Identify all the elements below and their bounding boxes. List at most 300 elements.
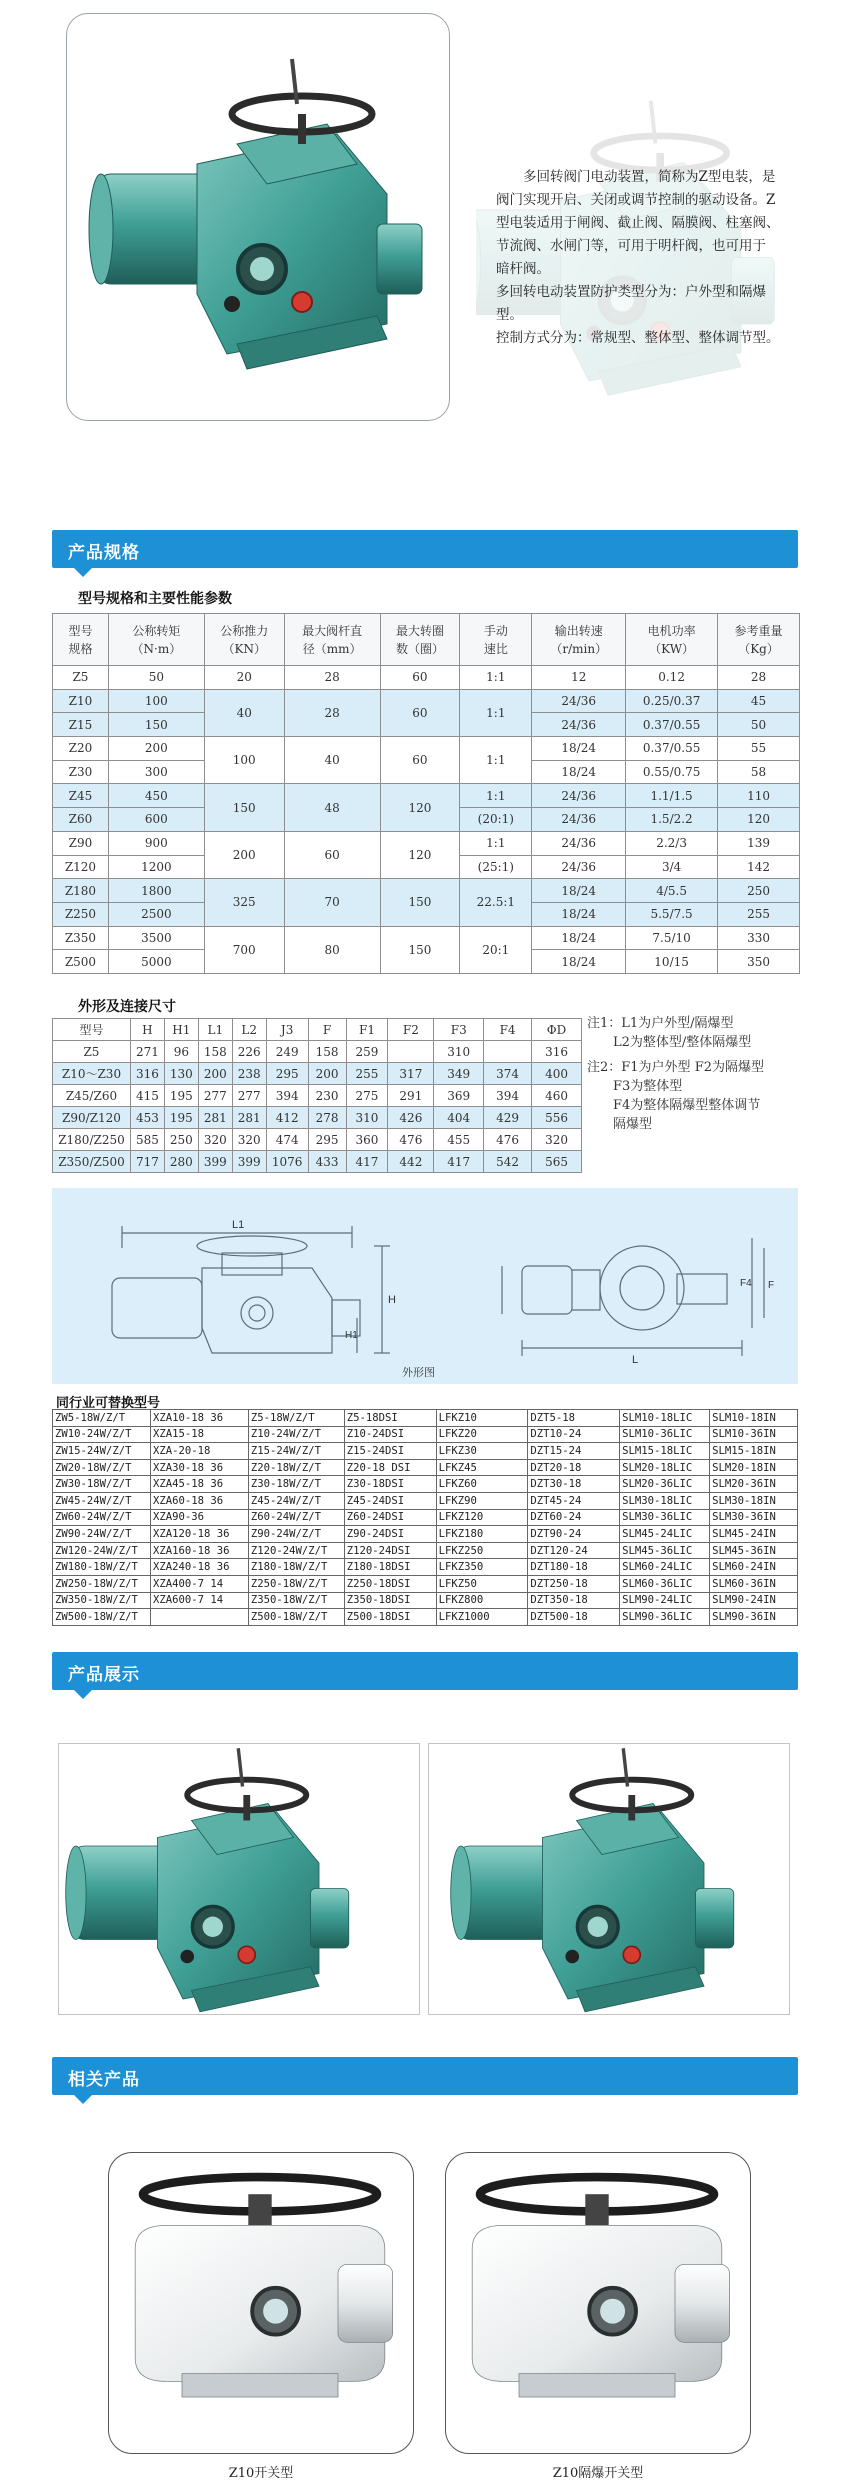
replace-cell: XZA-20-18 — [150, 1443, 248, 1460]
spec-cell: 450 — [108, 784, 204, 808]
dims-cell: 476 — [388, 1129, 434, 1151]
dims-cell: 278 — [308, 1107, 346, 1129]
dims-cell: 271 — [130, 1041, 164, 1063]
dims-cell: Z350/Z500 — [53, 1151, 131, 1173]
replace-cell: XZA90-36 — [150, 1509, 248, 1526]
dims-cell: 415 — [130, 1085, 164, 1107]
replace-cell: DZT500-18 — [528, 1609, 620, 1626]
related-caption-right: Z10隔爆开关型 — [552, 2466, 644, 2481]
replace-cell: XZA10-18 36 — [150, 1410, 248, 1427]
spec-cell: 2500 — [108, 902, 204, 926]
dims-cell: 310 — [434, 1041, 484, 1063]
dims-cell: Z90/Z120 — [53, 1107, 131, 1129]
spec-cell: Z15 — [53, 713, 109, 737]
replace-row — [53, 1426, 798, 1443]
dims-cell: 281 — [232, 1107, 266, 1129]
dims-cell: 230 — [308, 1085, 346, 1107]
spec-cell: 0.12 — [626, 666, 718, 690]
dims-cell: 585 — [130, 1129, 164, 1151]
actuator-photo — [446, 2153, 751, 2454]
dims-cell: 412 — [266, 1107, 308, 1129]
dims-cell: 717 — [130, 1151, 164, 1173]
dim-label-f4: F4 — [740, 1278, 752, 1289]
replace-cell: ZW180-18W/Z/T — [53, 1559, 151, 1576]
actuator-photo — [59, 1744, 421, 2016]
replace-cell: SLM90-36LIC — [620, 1609, 710, 1626]
dims-cell: 400 — [532, 1063, 582, 1085]
spec-cell: 18/24 — [532, 879, 626, 903]
spec-cell: 255 — [718, 902, 800, 926]
spec-cell: 110 — [718, 784, 800, 808]
dims-cell: Z5 — [53, 1041, 131, 1063]
spec-cell: 0.37/0.55 — [626, 713, 718, 737]
spec-cell: 58 — [718, 760, 800, 784]
spec-cell: 48 — [284, 784, 380, 831]
replace-cell: XZA45-18 36 — [150, 1476, 248, 1493]
spec-cell: 4/5.5 — [626, 879, 718, 903]
replace-row — [53, 1542, 798, 1559]
spec-cell: 250 — [718, 879, 800, 903]
replace-cell: XZA30-18 36 — [150, 1459, 248, 1476]
dims-cell: 433 — [308, 1151, 346, 1173]
spec-cell: 5.5/7.5 — [626, 902, 718, 926]
outline-drawing-svg — [52, 1188, 798, 1384]
replace-cell: Z45-24W/Z/T — [248, 1492, 344, 1509]
spec-cell: 18/24 — [532, 760, 626, 784]
replace-cell: Z15-24DSI — [344, 1443, 436, 1460]
product-show-image-left — [58, 1743, 420, 2015]
spec-cell: 20 — [204, 666, 284, 690]
replace-cell: SLM10-18IN — [710, 1410, 798, 1427]
dims-header-cell: F1 — [346, 1019, 388, 1041]
spec-header-cell: 公称推力 （KN） — [204, 614, 284, 666]
replace-cell: Z180-18DSI — [344, 1559, 436, 1576]
replace-cell: SLM60-24IN — [710, 1559, 798, 1576]
dims-header-cell: 型号 — [53, 1019, 131, 1041]
replace-cell: LFKZ90 — [436, 1492, 528, 1509]
replace-cell: ZW30-18W/Z/T — [53, 1476, 151, 1493]
dims-cell: 316 — [130, 1063, 164, 1085]
spec-cell: 18/24 — [532, 950, 626, 974]
section-arrow — [74, 2095, 92, 2104]
section-title: 产品规格 — [68, 543, 140, 563]
replace-cell: Z10-24W/Z/T — [248, 1426, 344, 1443]
section-bar-show — [52, 1652, 798, 1690]
spec-cell: 10/15 — [626, 950, 718, 974]
dims-cell: 226 — [232, 1041, 266, 1063]
replace-cell: ZW60-24W/Z/T — [53, 1509, 151, 1526]
note-line: 注2：F1为户外型 F2为隔爆型 — [587, 1060, 764, 1075]
dims-cell: 394 — [484, 1085, 532, 1107]
hero-image-card — [66, 13, 450, 421]
hero-line: 控制方式分为：常规型、整体型、整体调节型。 — [496, 330, 780, 346]
outline-drawing — [52, 1188, 798, 1384]
product-show-image-right — [428, 1743, 790, 2015]
spec-header-cell: 公称转矩 （N·m） — [108, 614, 204, 666]
dims-cell: 249 — [266, 1041, 308, 1063]
replace-cell: Z10-24DSI — [344, 1426, 436, 1443]
related-caption-left: Z10开关型 — [228, 2466, 294, 2481]
spec-cell: 24/36 — [532, 808, 626, 832]
replace-cell: Z30-18DSI — [344, 1476, 436, 1493]
dims-cell: Z180/Z250 — [53, 1129, 131, 1151]
replace-row — [53, 1492, 798, 1509]
replace-cell: LFKZ50 — [436, 1575, 528, 1592]
actuator-photo — [67, 14, 450, 421]
replace-cell: Z60-24W/Z/T — [248, 1509, 344, 1526]
replace-row — [53, 1592, 798, 1609]
note-line: 注1：L1为户外型/隔爆型 — [587, 1016, 734, 1031]
dims-cell: 1076 — [266, 1151, 308, 1173]
replace-cell: Z90-24W/Z/T — [248, 1526, 344, 1543]
dims-cell: 195 — [164, 1085, 198, 1107]
replace-cell: SLM60-36IN — [710, 1575, 798, 1592]
drawing-caption: 外形图 — [402, 1366, 435, 1379]
spec-cell: 60 — [380, 737, 460, 784]
dims-header-cell: F4 — [484, 1019, 532, 1041]
hero-line: 节流阀、水闸门等，可用于明杆阀，也可用于 — [496, 238, 766, 254]
spec-cell: 12 — [532, 666, 626, 690]
replace-cell: DZT250-18 — [528, 1575, 620, 1592]
replace-cell: SLM15-18LIC — [620, 1443, 710, 1460]
spec-cell: 70 — [284, 879, 380, 926]
dims-cell: 295 — [308, 1129, 346, 1151]
replace-cell: LFKZ1000 — [436, 1609, 528, 1626]
dims-header-cell: ΦD — [532, 1019, 582, 1041]
dims-header-cell: F — [308, 1019, 346, 1041]
replace-cell: ZW350-18W/Z/T — [53, 1592, 151, 1609]
dims-cell: 317 — [388, 1063, 434, 1085]
dims-row — [53, 1041, 582, 1063]
replace-cell: Z250-18W/Z/T — [248, 1575, 344, 1592]
dims-row — [53, 1107, 582, 1129]
dims-cell: 453 — [130, 1107, 164, 1129]
section-arrow — [74, 568, 92, 577]
spec-cell: Z20 — [53, 737, 109, 761]
dims-table-title: 外形及连接尺寸 — [78, 999, 176, 1015]
spec-table-title: 型号规格和主要性能参数 — [78, 591, 232, 607]
actuator-photo — [429, 1744, 791, 2016]
dim-label-l1: L1 — [232, 1219, 245, 1231]
dims-header-cell: F3 — [434, 1019, 484, 1041]
dims-cell: 360 — [346, 1129, 388, 1151]
replace-cell: Z350-18DSI — [344, 1592, 436, 1609]
replace-row — [53, 1476, 798, 1493]
replace-cell: DZT15-24 — [528, 1443, 620, 1460]
replace-cell: LFKZ800 — [436, 1592, 528, 1609]
replace-cell: SLM45-36IN — [710, 1542, 798, 1559]
replace-cell: SLM45-36LIC — [620, 1542, 710, 1559]
dims-cell: 460 — [532, 1085, 582, 1107]
replace-cell: XZA15-18 — [150, 1426, 248, 1443]
spec-cell: 22.5:1 — [460, 879, 532, 926]
replace-cell: LFKZ45 — [436, 1459, 528, 1476]
spec-cell: 0.37/0.55 — [626, 737, 718, 761]
spec-cell: 330 — [718, 926, 800, 950]
spec-row — [53, 879, 800, 903]
dims-cell: 476 — [484, 1129, 532, 1151]
dims-cell: 320 — [232, 1129, 266, 1151]
replace-cell: Z350-18W/Z/T — [248, 1592, 344, 1609]
spec-header-row — [53, 614, 800, 666]
spec-row — [53, 784, 800, 808]
replace-cell: Z5-18W/Z/T — [248, 1410, 344, 1427]
actuator-photo — [109, 2153, 414, 2454]
replace-cell: XZA60-18 36 — [150, 1492, 248, 1509]
replace-cell: ZW5-18W/Z/T — [53, 1410, 151, 1427]
dims-cell: 277 — [198, 1085, 232, 1107]
replace-cell: SLM45-24LIC — [620, 1526, 710, 1543]
spec-cell: 100 — [108, 689, 204, 713]
spec-cell: 50 — [718, 713, 800, 737]
replace-cell — [150, 1609, 248, 1626]
replace-cell: DZT30-18 — [528, 1476, 620, 1493]
replace-row — [53, 1459, 798, 1476]
dims-notes — [587, 1014, 817, 1134]
replace-cell: DZT90-24 — [528, 1526, 620, 1543]
dims-cell: 565 — [532, 1151, 582, 1173]
replace-cell: ZW500-18W/Z/T — [53, 1609, 151, 1626]
spec-cell: 120 — [718, 808, 800, 832]
replace-cell: SLM20-18LIC — [620, 1459, 710, 1476]
spec-cell: 3/4 — [626, 855, 718, 879]
dims-cell: 158 — [198, 1041, 232, 1063]
hero-line: 阀门实现开启、关闭或调节控制的驱动设备。Z — [496, 192, 776, 208]
dims-cell: 295 — [266, 1063, 308, 1085]
spec-row — [53, 737, 800, 761]
dims-header-cell: F2 — [388, 1019, 434, 1041]
replace-cell: LFKZ60 — [436, 1476, 528, 1493]
replace-cell: SLM45-24IN — [710, 1526, 798, 1543]
spec-cell: (20:1) — [460, 808, 532, 832]
spec-cell: 1800 — [108, 879, 204, 903]
replace-table-title: 同行业可替换型号 — [56, 1396, 161, 1411]
dims-cell: 320 — [532, 1129, 582, 1151]
replace-cell: Z60-24DSI — [344, 1509, 436, 1526]
spec-cell: 24/36 — [532, 689, 626, 713]
section-bar-related — [52, 2057, 798, 2095]
dims-cell — [388, 1041, 434, 1063]
replace-cell: DZT180-18 — [528, 1559, 620, 1576]
spec-cell: 40 — [284, 737, 380, 784]
spec-cell: 55 — [718, 737, 800, 761]
replace-row — [53, 1575, 798, 1592]
spec-cell: 50 — [108, 666, 204, 690]
dims-cell: 455 — [434, 1129, 484, 1151]
dims-header-row — [53, 1019, 582, 1041]
replace-cell: DZT5-18 — [528, 1410, 620, 1427]
replace-cell: Z5-18DSI — [344, 1410, 436, 1427]
replace-cell: DZT120-24 — [528, 1542, 620, 1559]
replace-cell: SLM60-24LIC — [620, 1559, 710, 1576]
dims-cell: 250 — [164, 1129, 198, 1151]
dims-header-cell: L2 — [232, 1019, 266, 1041]
replace-cell: Z500-18W/Z/T — [248, 1609, 344, 1626]
spec-cell: Z30 — [53, 760, 109, 784]
dims-cell: 310 — [346, 1107, 388, 1129]
dims-header-cell: L1 — [198, 1019, 232, 1041]
spec-header-cell: 参考重量 （Kg） — [718, 614, 800, 666]
section-bar-spec — [52, 530, 798, 568]
spec-cell: 5000 — [108, 950, 204, 974]
dims-cell: 542 — [484, 1151, 532, 1173]
replace-cell: SLM60-36LIC — [620, 1575, 710, 1592]
spec-header-cell: 手动 速比 — [460, 614, 532, 666]
dims-cell: 158 — [308, 1041, 346, 1063]
dim-label-h: H — [388, 1294, 396, 1306]
spec-cell: 28 — [718, 666, 800, 690]
dims-cell: 374 — [484, 1063, 532, 1085]
dims-cell: Z45/Z60 — [53, 1085, 131, 1107]
replace-cell: LFKZ10 — [436, 1410, 528, 1427]
replace-cell: SLM20-36LIC — [620, 1476, 710, 1493]
spec-cell: 900 — [108, 831, 204, 855]
replace-cell: SLM90-36IN — [710, 1609, 798, 1626]
replace-table — [52, 1409, 798, 1626]
spec-cell: 150 — [380, 926, 460, 973]
replace-cell: SLM20-36IN — [710, 1476, 798, 1493]
replace-cell: LFKZ20 — [436, 1426, 528, 1443]
dims-cell: Z10～Z30 — [53, 1063, 131, 1085]
spec-cell: 1:1 — [460, 689, 532, 736]
spec-cell: Z60 — [53, 808, 109, 832]
replace-row — [53, 1410, 798, 1427]
section-title: 相关产品 — [68, 2070, 140, 2090]
replace-cell: SLM30-36IN — [710, 1509, 798, 1526]
spec-cell: (25:1) — [460, 855, 532, 879]
spec-cell: 1:1 — [460, 666, 532, 690]
spec-row — [53, 831, 800, 855]
replace-cell: ZW20-18W/Z/T — [53, 1459, 151, 1476]
dims-cell: 259 — [346, 1041, 388, 1063]
dim-label-l: L — [632, 1354, 639, 1366]
replace-cell: XZA160-18 36 — [150, 1542, 248, 1559]
spec-cell: Z180 — [53, 879, 109, 903]
dims-cell: 277 — [232, 1085, 266, 1107]
replace-cell: ZW15-24W/Z/T — [53, 1443, 151, 1460]
dims-cell: 369 — [434, 1085, 484, 1107]
dims-row — [53, 1085, 582, 1107]
hero-line: 多回转电动装置防护类型分为：户外型和隔爆 — [496, 284, 766, 300]
spec-header-cell: 输出转速 （r/min） — [532, 614, 626, 666]
spec-cell: 60 — [284, 831, 380, 878]
spec-cell: 1200 — [108, 855, 204, 879]
related-product-right[interactable] — [445, 2152, 751, 2454]
dims-cell: 442 — [388, 1151, 434, 1173]
replace-cell: DZT20-18 — [528, 1459, 620, 1476]
section-title: 产品展示 — [68, 1665, 140, 1685]
replace-cell: ZW45-24W/Z/T — [53, 1492, 151, 1509]
spec-cell: 350 — [718, 950, 800, 974]
replace-cell: XZA120-18 36 — [150, 1526, 248, 1543]
replace-cell: Z30-18W/Z/T — [248, 1476, 344, 1493]
section-arrow — [74, 1690, 92, 1699]
replace-cell: DZT350-18 — [528, 1592, 620, 1609]
replace-cell: ZW90-24W/Z/T — [53, 1526, 151, 1543]
replace-row — [53, 1609, 798, 1626]
spec-cell: 150 — [108, 713, 204, 737]
dims-row — [53, 1063, 582, 1085]
dims-cell: 349 — [434, 1063, 484, 1085]
dims-cell: 316 — [532, 1041, 582, 1063]
spec-cell: Z350 — [53, 926, 109, 950]
spec-cell: 24/36 — [532, 784, 626, 808]
dims-cell: 200 — [308, 1063, 346, 1085]
spec-cell: Z5 — [53, 666, 109, 690]
replace-cell: DZT10-24 — [528, 1426, 620, 1443]
related-product-left[interactable] — [108, 2152, 414, 2454]
hero-line: 多回转阀门电动装置，简称为Z型电装，是 — [523, 169, 776, 185]
replace-cell: Z20-18 DSI — [344, 1459, 436, 1476]
dims-row — [53, 1129, 582, 1151]
spec-cell: 40 — [204, 689, 284, 736]
spec-cell: 1:1 — [460, 784, 532, 808]
replace-cell: Z500-18DSI — [344, 1609, 436, 1626]
spec-cell: 1.1/1.5 — [626, 784, 718, 808]
dims-cell: 399 — [232, 1151, 266, 1173]
replace-cell: Z15-24W/Z/T — [248, 1443, 344, 1460]
spec-cell: 0.55/0.75 — [626, 760, 718, 784]
replace-cell: XZA600-7 14 — [150, 1592, 248, 1609]
replace-row — [53, 1509, 798, 1526]
replace-cell: LFKZ350 — [436, 1559, 528, 1576]
dims-header-cell: H — [130, 1019, 164, 1041]
spec-cell: Z45 — [53, 784, 109, 808]
spec-row — [53, 666, 800, 690]
spec-cell: 0.25/0.37 — [626, 689, 718, 713]
replace-cell: Z45-24DSI — [344, 1492, 436, 1509]
spec-cell: 24/36 — [532, 855, 626, 879]
note-line: F3为整体型 — [613, 1079, 683, 1094]
dims-cell: 281 — [198, 1107, 232, 1129]
spec-cell: 18/24 — [532, 737, 626, 761]
replace-cell: XZA400-7 14 — [150, 1575, 248, 1592]
note-line: F4为整体隔爆型整体调节 — [613, 1098, 761, 1113]
dim-label-f: F — [768, 1280, 775, 1291]
dims-cell: 394 — [266, 1085, 308, 1107]
spec-cell: Z500 — [53, 950, 109, 974]
replace-cell: SLM15-18IN — [710, 1443, 798, 1460]
hero-description — [496, 166, 796, 350]
spec-cell: 80 — [284, 926, 380, 973]
replace-cell: SLM30-36LIC — [620, 1509, 710, 1526]
dims-cell: 417 — [434, 1151, 484, 1173]
dims-cell: 429 — [484, 1107, 532, 1129]
hero-line: 暗杆阀。 — [496, 261, 550, 277]
spec-cell: 1:1 — [460, 831, 532, 855]
spec-cell: 2.2/3 — [626, 831, 718, 855]
replace-cell: LFKZ30 — [436, 1443, 528, 1460]
replace-cell: Z120-24DSI — [344, 1542, 436, 1559]
dim-label-h1: H1 — [345, 1330, 358, 1341]
spec-cell: 28 — [284, 689, 380, 736]
dims-cell: 556 — [532, 1107, 582, 1129]
spec-table — [52, 613, 800, 974]
dims-header-cell: H1 — [164, 1019, 198, 1041]
hero-line: 型电装适用于闸阀、截止阀、隔膜阀、柱塞阀、 — [496, 215, 780, 231]
spec-cell: Z120 — [53, 855, 109, 879]
spec-cell: 60 — [380, 666, 460, 690]
spec-row — [53, 689, 800, 713]
dims-cell: 200 — [198, 1063, 232, 1085]
spec-cell: 200 — [108, 737, 204, 761]
spec-cell: 18/24 — [532, 902, 626, 926]
spec-cell: 150 — [204, 784, 284, 831]
spec-cell: 600 — [108, 808, 204, 832]
replace-cell: DZT60-24 — [528, 1509, 620, 1526]
replace-cell: LFKZ180 — [436, 1526, 528, 1543]
spec-cell: 700 — [204, 926, 284, 973]
